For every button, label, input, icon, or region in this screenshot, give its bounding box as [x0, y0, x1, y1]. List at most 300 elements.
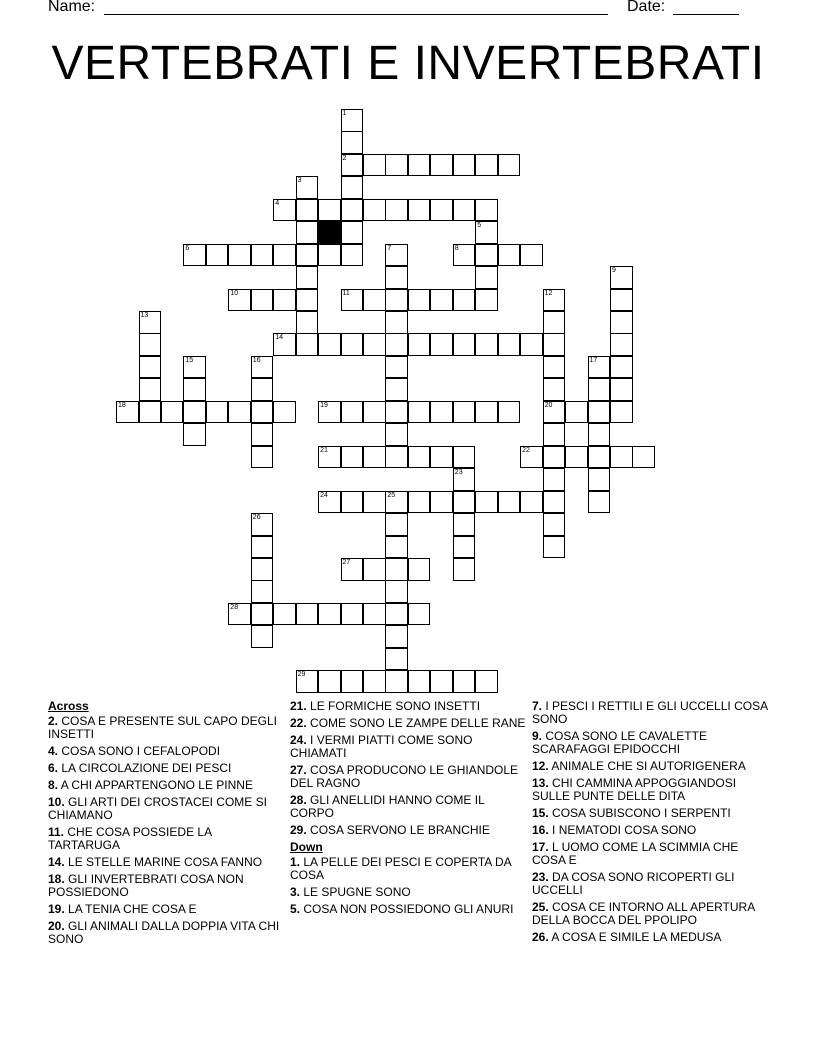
crossword-cell[interactable] [363, 491, 386, 514]
crossword-cell[interactable] [475, 491, 498, 514]
crossword-cell[interactable] [408, 199, 431, 222]
clue-text: LE FORMICHE SONO INSETTI [306, 699, 481, 713]
crossword-cell[interactable] [408, 491, 431, 514]
clue-text: COSA NON POSSIEDONO GLI ANURI [300, 902, 514, 916]
crossword-cell[interactable] [475, 401, 498, 424]
crossword-cell[interactable] [341, 333, 364, 356]
crossword-cell[interactable] [430, 491, 453, 514]
clue-text: A CHI APPARTENGONO LE PINNE [58, 778, 253, 792]
crossword-cell[interactable] [588, 491, 611, 514]
clue-number: 4 [275, 199, 280, 207]
crossword-cell[interactable] [139, 311, 162, 334]
crossword-cell[interactable] [588, 378, 611, 401]
crossword-cell[interactable] [385, 491, 408, 514]
clue-number-label: 4. [48, 744, 59, 758]
crossword-cell[interactable] [296, 311, 319, 334]
clue-number: 7 [387, 244, 392, 252]
crossword-cell[interactable] [139, 356, 162, 379]
crossword-cell[interactable] [453, 670, 476, 693]
crossword-cell[interactable] [318, 603, 341, 626]
clue-text: COSA SONO I CEFALOPODI [58, 744, 221, 758]
clue-text: COSA SERVONO LE BRANCHIE [306, 823, 490, 837]
crossword-cell[interactable] [520, 491, 543, 514]
crossword-cell[interactable] [408, 446, 431, 469]
clue-number: 20 [544, 401, 553, 409]
clue-text: A COSA E SIMILE LA MEDUSA [548, 930, 722, 944]
clue-number-label: 16. [532, 823, 549, 837]
clue-number: 13 [140, 312, 149, 319]
crossword-cell[interactable] [408, 558, 431, 581]
clue-number-label: 26. [532, 930, 549, 944]
clue-number: 14 [275, 334, 283, 342]
crossword-cell[interactable] [385, 378, 408, 401]
crossword-cell[interactable] [520, 244, 543, 267]
clue-number: 8 [454, 244, 459, 252]
clue-text: LA TENIA CHE COSA E [64, 902, 197, 916]
crossword-cell[interactable] [475, 154, 498, 177]
clue-text: L UOMO COME LA SCIMMIA CHE COSA E [532, 840, 739, 867]
crossword-cell[interactable] [228, 244, 251, 267]
crossword-cell[interactable] [251, 580, 274, 603]
clue-number-label: 7. [532, 699, 543, 713]
clue-item [532, 700, 768, 726]
crossword-cell[interactable] [183, 244, 206, 267]
crossword-cell[interactable] [385, 154, 408, 177]
crossword-cell[interactable] [475, 244, 498, 267]
clue-number: 26 [252, 514, 261, 521]
crossword-cell[interactable] [453, 536, 476, 559]
crossword-cell[interactable] [251, 625, 274, 648]
crossword-cell[interactable] [453, 244, 476, 267]
clue-text: I VERMI PIATTI COME SONO CHIAMATI [290, 733, 473, 760]
crossword-cell[interactable] [161, 401, 184, 424]
crossword-cell[interactable] [296, 176, 319, 199]
crossword-cell[interactable] [296, 244, 319, 267]
clue-number: 17 [589, 356, 598, 364]
clue-number-label: 28. [290, 793, 307, 807]
clue-number-label: 5. [290, 902, 301, 916]
crossword-cell[interactable] [139, 401, 162, 424]
clue-item [532, 871, 768, 897]
clue-item [290, 700, 526, 713]
crossword-cell[interactable] [498, 401, 521, 424]
name-label: Name: [48, 0, 96, 15]
crossword-cell[interactable] [520, 446, 543, 469]
clue-item [48, 873, 284, 899]
clue-text: COSA CE INTORNO ALL APERTURA DELLA BOCCA DEL PPOLIPO [532, 900, 755, 927]
crossword-cell[interactable] [543, 468, 566, 491]
crossword-cell[interactable] [296, 221, 319, 244]
clue-number: 25 [387, 491, 396, 499]
clue-number: 10 [230, 289, 239, 297]
crossword-cell[interactable] [453, 446, 476, 469]
crossword-cell[interactable] [363, 401, 386, 424]
crossword-black-cell [318, 221, 341, 244]
clue-item [532, 777, 768, 803]
crossword-cell[interactable] [385, 311, 408, 334]
clue-number-label: 25. [532, 900, 549, 914]
down-clue-list-cont [532, 700, 768, 944]
clue-item [48, 920, 284, 946]
crossword-cell[interactable] [588, 468, 611, 491]
clue-number: 11 [342, 289, 350, 297]
crossword-cell[interactable] [543, 311, 566, 334]
crossword-cell[interactable] [453, 289, 476, 312]
clue-number: 22 [522, 446, 530, 454]
clue-text: LE SPUGNE SONO [300, 885, 411, 899]
clue-item [48, 779, 284, 792]
crossword-cell[interactable] [296, 603, 319, 626]
crossword-cell[interactable] [363, 199, 386, 222]
date-label: Date: [627, 0, 666, 15]
crossword-cell[interactable] [273, 289, 296, 312]
crossword-cell[interactable] [588, 401, 611, 424]
clue-item [532, 824, 768, 837]
crossword-cell[interactable] [183, 356, 206, 379]
crossword-cell[interactable] [610, 356, 633, 379]
crossword-cell[interactable] [228, 603, 251, 626]
clue-text: COSA PRODUCONO LE GHIANDOLE DEL RAGNO [290, 763, 519, 790]
crossword-cell[interactable] [363, 446, 386, 469]
crossword-cell[interactable] [430, 670, 453, 693]
crossword-cell[interactable] [543, 423, 566, 446]
clue-number-label: 10. [48, 795, 65, 809]
crossword-cell[interactable] [251, 356, 274, 379]
across-clue-list [48, 715, 284, 946]
crossword-cell[interactable] [385, 289, 408, 312]
crossword-cell[interactable] [453, 199, 476, 222]
clue-text: GLI ANIMALI DALLA DOPPIA VITA CHI SONO [48, 919, 280, 946]
clue-text: I PESCI I RETTILI E GLI UCCELLI COSA SONO [532, 699, 768, 726]
clue-text: CHI CAMMINA APPOGGIANDOSI SULLE PUNTE DELLE DITA [532, 776, 737, 803]
crossword-cell[interactable] [430, 154, 453, 177]
clue-item [48, 856, 284, 869]
crossword-cell[interactable] [228, 401, 251, 424]
clue-number: 18 [118, 401, 126, 409]
crossword-cell[interactable] [520, 333, 543, 356]
clue-item [532, 931, 768, 944]
crossword-cell[interactable] [363, 333, 386, 356]
clue-item [290, 717, 526, 730]
crossword-cell[interactable] [610, 333, 633, 356]
clue-text: CHE COSA POSSIEDE LA TARTARUGA [48, 825, 212, 852]
crossword-cell[interactable] [341, 244, 364, 267]
crossword-cell[interactable] [273, 603, 296, 626]
clue-number-label: 18. [48, 872, 65, 886]
clue-number-label: 2. [48, 714, 59, 728]
crossword-cell[interactable] [341, 221, 364, 244]
crossword-cell[interactable] [453, 513, 476, 536]
crossword-cell[interactable] [139, 378, 162, 401]
crossword-cell[interactable] [273, 244, 296, 267]
crossword-cell[interactable] [588, 446, 611, 469]
clue-text: GLI ANELLIDI HANNO COME IL CORPO [290, 793, 485, 820]
clue-item [290, 734, 526, 760]
crossword-cell[interactable] [341, 176, 364, 199]
clue-item [48, 745, 284, 758]
crossword-cell[interactable] [543, 378, 566, 401]
crossword-cell[interactable] [610, 401, 633, 424]
crossword-cell[interactable] [385, 333, 408, 356]
down-heading: Down [290, 840, 323, 854]
crossword-cell[interactable] [453, 401, 476, 424]
crossword-cell[interactable] [475, 199, 498, 222]
clue-number-label: 1. [290, 855, 301, 869]
clue-number-label: 19. [48, 902, 65, 916]
clue-number-label: 20. [48, 919, 65, 933]
clue-text: I NEMATODI COSA SONO [548, 823, 697, 837]
crossword-cell[interactable] [116, 401, 139, 424]
crossword-cell[interactable] [363, 154, 386, 177]
clue-item [48, 715, 284, 741]
clue-number: 12 [544, 289, 553, 297]
crossword-cell[interactable] [498, 154, 521, 177]
crossword-cell[interactable] [385, 670, 408, 693]
clue-number: 27 [342, 559, 351, 566]
clue-item [290, 886, 526, 899]
crossword-cell[interactable] [363, 670, 386, 693]
crossword-cell[interactable] [475, 333, 498, 356]
clue-number-label: 24. [290, 733, 307, 747]
crossword-cell[interactable] [385, 244, 408, 267]
crossword-cell[interactable] [385, 603, 408, 626]
clue-number-label: 6. [48, 761, 59, 775]
crossword-cell[interactable] [610, 289, 633, 312]
crossword-cell[interactable] [251, 423, 274, 446]
crossword-cell[interactable] [251, 558, 274, 581]
crossword-cell[interactable] [610, 266, 633, 289]
crossword-cell[interactable] [273, 199, 296, 222]
crossword-cell[interactable] [341, 109, 364, 132]
crossword-cell[interactable] [183, 378, 206, 401]
clue-text: GLI ARTI DEI CROSTACEI COME SI CHIAMANO [48, 795, 267, 822]
clue-number-label: 17. [532, 840, 549, 854]
across-clue-list-cont [290, 700, 526, 837]
clue-item [48, 762, 284, 775]
crossword-cell[interactable] [453, 468, 476, 491]
clues-column-2 [290, 700, 526, 920]
clue-number-label: 21. [290, 699, 307, 713]
clue-number: 28 [230, 603, 239, 611]
clue-text: COSA SONO LE CAVALETTE SCARAFAGGI EPIDOCCHI [532, 729, 707, 756]
clue-item [532, 841, 768, 867]
crossword-cell[interactable] [475, 221, 498, 244]
crossword-cell[interactable] [498, 244, 521, 267]
crossword-cell[interactable] [341, 199, 364, 222]
crossword-cell[interactable] [632, 446, 655, 469]
crossword-cell[interactable] [296, 266, 319, 289]
crossword-cell[interactable] [296, 670, 319, 693]
clue-number-label: 11. [48, 825, 65, 839]
crossword-cell[interactable] [183, 401, 206, 424]
crossword-cell[interactable] [385, 446, 408, 469]
clue-item [532, 760, 768, 773]
crossword-cell[interactable] [408, 670, 431, 693]
clue-number: 5 [477, 222, 482, 230]
crossword-cell[interactable] [543, 446, 566, 469]
crossword-cell[interactable] [139, 333, 162, 356]
clue-item [290, 903, 526, 916]
clue-number-label: 22. [290, 716, 307, 730]
crossword-cell[interactable] [341, 289, 364, 312]
crossword-cell[interactable] [341, 670, 364, 693]
crossword-cell[interactable] [430, 289, 453, 312]
crossword-cell[interactable] [385, 558, 408, 581]
crossword-cell[interactable] [588, 423, 611, 446]
crossword-cell[interactable] [385, 536, 408, 559]
crossword-cell[interactable] [610, 378, 633, 401]
clue-number-label: 8. [48, 778, 59, 792]
crossword-cell[interactable] [183, 423, 206, 446]
crossword-cell[interactable] [363, 558, 386, 581]
crossword-cell[interactable] [565, 446, 588, 469]
crossword-cell[interactable] [430, 333, 453, 356]
crossword-cell[interactable] [543, 491, 566, 514]
crossword-cell[interactable] [430, 401, 453, 424]
clue-item [290, 764, 526, 790]
clue-text: GLI INVERTEBRATI COSA NON POSSIEDONO [48, 872, 244, 899]
crossword-cell[interactable] [251, 536, 274, 559]
clues-column-3 [532, 700, 768, 948]
crossword-cell[interactable] [341, 491, 364, 514]
crossword-cell[interactable] [318, 446, 341, 469]
crossword-cell[interactable] [251, 446, 274, 469]
crossword-cell[interactable] [543, 513, 566, 536]
clue-item [532, 807, 768, 820]
crossword-cell[interactable] [273, 333, 296, 356]
crossword-cell[interactable] [341, 154, 364, 177]
crossword-cell[interactable] [385, 199, 408, 222]
clue-text: ANIMALE CHE SI AUTORIGENERA [548, 759, 746, 773]
crossword-cell[interactable] [453, 491, 476, 514]
across-heading: Across [48, 699, 89, 713]
crossword-cell[interactable] [385, 266, 408, 289]
crossword-cell[interactable] [588, 356, 611, 379]
clue-number-label: 29. [290, 823, 307, 837]
crossword-cell[interactable] [543, 333, 566, 356]
crossword-cell[interactable] [453, 154, 476, 177]
clue-item [290, 794, 526, 820]
crossword-cell[interactable] [408, 289, 431, 312]
crossword-cell[interactable] [565, 401, 588, 424]
crossword-cell[interactable] [228, 289, 251, 312]
crossword-cell[interactable] [206, 244, 229, 267]
clue-text: COSA SUBISCONO I SERPENTI [548, 806, 731, 820]
clue-text: COSA E PRESENTE SUL CAPO DEGLI INSETTI [48, 714, 277, 741]
crossword-cell[interactable] [408, 333, 431, 356]
crossword-cell[interactable] [296, 289, 319, 312]
crossword-cell[interactable] [341, 401, 364, 424]
crossword-cell[interactable] [543, 356, 566, 379]
crossword-cell[interactable] [341, 446, 364, 469]
crossword-cell[interactable] [385, 580, 408, 603]
crossword-cell[interactable] [408, 603, 431, 626]
clues-column-1 [48, 700, 284, 950]
crossword-cell[interactable] [543, 536, 566, 559]
crossword-cell[interactable] [408, 154, 431, 177]
clue-item [48, 826, 284, 852]
crossword-cell[interactable] [475, 670, 498, 693]
crossword-cell[interactable] [385, 356, 408, 379]
clue-number: 3 [297, 177, 302, 185]
crossword-cell[interactable] [296, 333, 319, 356]
crossword-cell[interactable] [318, 491, 341, 514]
crossword-cell[interactable] [385, 401, 408, 424]
clue-item [290, 824, 526, 837]
clue-number-label: 15. [532, 806, 549, 820]
crossword-cell[interactable] [610, 446, 633, 469]
crossword-cell[interactable] [453, 333, 476, 356]
crossword-cell[interactable] [318, 401, 341, 424]
crossword-cell[interactable] [430, 446, 453, 469]
crossword-cell[interactable] [385, 513, 408, 536]
crossword-cell[interactable] [251, 513, 274, 536]
clue-number: 29 [297, 671, 306, 679]
crossword-cell[interactable] [543, 401, 566, 424]
clue-number-label: 27. [290, 763, 307, 777]
crossword-cell[interactable] [273, 401, 296, 424]
crossword-cell[interactable] [318, 244, 341, 267]
crossword-cell[interactable] [543, 289, 566, 312]
clue-item [48, 796, 284, 822]
crossword-cell[interactable] [251, 603, 274, 626]
clue-item [290, 856, 526, 882]
crossword-cell[interactable] [475, 289, 498, 312]
clue-number: 2 [342, 154, 347, 162]
crossword-cell[interactable] [341, 558, 364, 581]
crossword-cell[interactable] [251, 378, 274, 401]
clue-number: 15 [185, 356, 194, 364]
crossword-cell[interactable] [453, 558, 476, 581]
crossword-cell[interactable] [430, 199, 453, 222]
crossword-cell[interactable] [318, 199, 341, 222]
crossword-cell[interactable] [408, 401, 431, 424]
clue-text: LE STELLE MARINE COSA FANNO [64, 855, 263, 869]
down-clue-list [290, 856, 526, 916]
crossword-cell[interactable] [341, 131, 364, 154]
clue-number: 21 [320, 446, 328, 454]
crossword-cell[interactable] [251, 289, 274, 312]
clue-text: COME SONO LE ZAMPE DELLE RANE [306, 716, 526, 730]
clue-number: 19 [320, 401, 328, 409]
clue-number: 1 [342, 110, 347, 117]
clue-text: DA COSA SONO RICOPERTI GLI UCCELLI [532, 870, 735, 897]
crossword-cell[interactable] [385, 648, 408, 671]
crossword-cell[interactable] [498, 491, 521, 514]
crossword-cell[interactable] [610, 311, 633, 334]
crossword-cell[interactable] [296, 199, 319, 222]
clue-number-label: 12. [532, 759, 549, 773]
crossword-cell[interactable] [318, 670, 341, 693]
clue-number: 6 [185, 244, 190, 252]
clue-number-label: 13. [532, 776, 549, 790]
crossword-cell[interactable] [341, 603, 364, 626]
crossword-cell[interactable] [498, 333, 521, 356]
clue-text: LA PELLE DEI PESCI E COPERTA DA COSA [290, 855, 511, 882]
crossword-cell[interactable] [363, 603, 386, 626]
clue-text: LA CIRCOLAZIONE DEI PESCI [58, 761, 232, 775]
crossword-cell[interactable] [251, 244, 274, 267]
crossword-cell[interactable] [475, 266, 498, 289]
crossword-cell[interactable] [318, 333, 341, 356]
clue-number-label: 3. [290, 885, 301, 899]
crossword-cell[interactable] [251, 401, 274, 424]
crossword-cell[interactable] [363, 289, 386, 312]
clue-item [48, 903, 284, 916]
crossword-cell[interactable] [206, 401, 229, 424]
crossword-cell[interactable] [385, 625, 408, 648]
crossword-cell[interactable] [385, 423, 408, 446]
